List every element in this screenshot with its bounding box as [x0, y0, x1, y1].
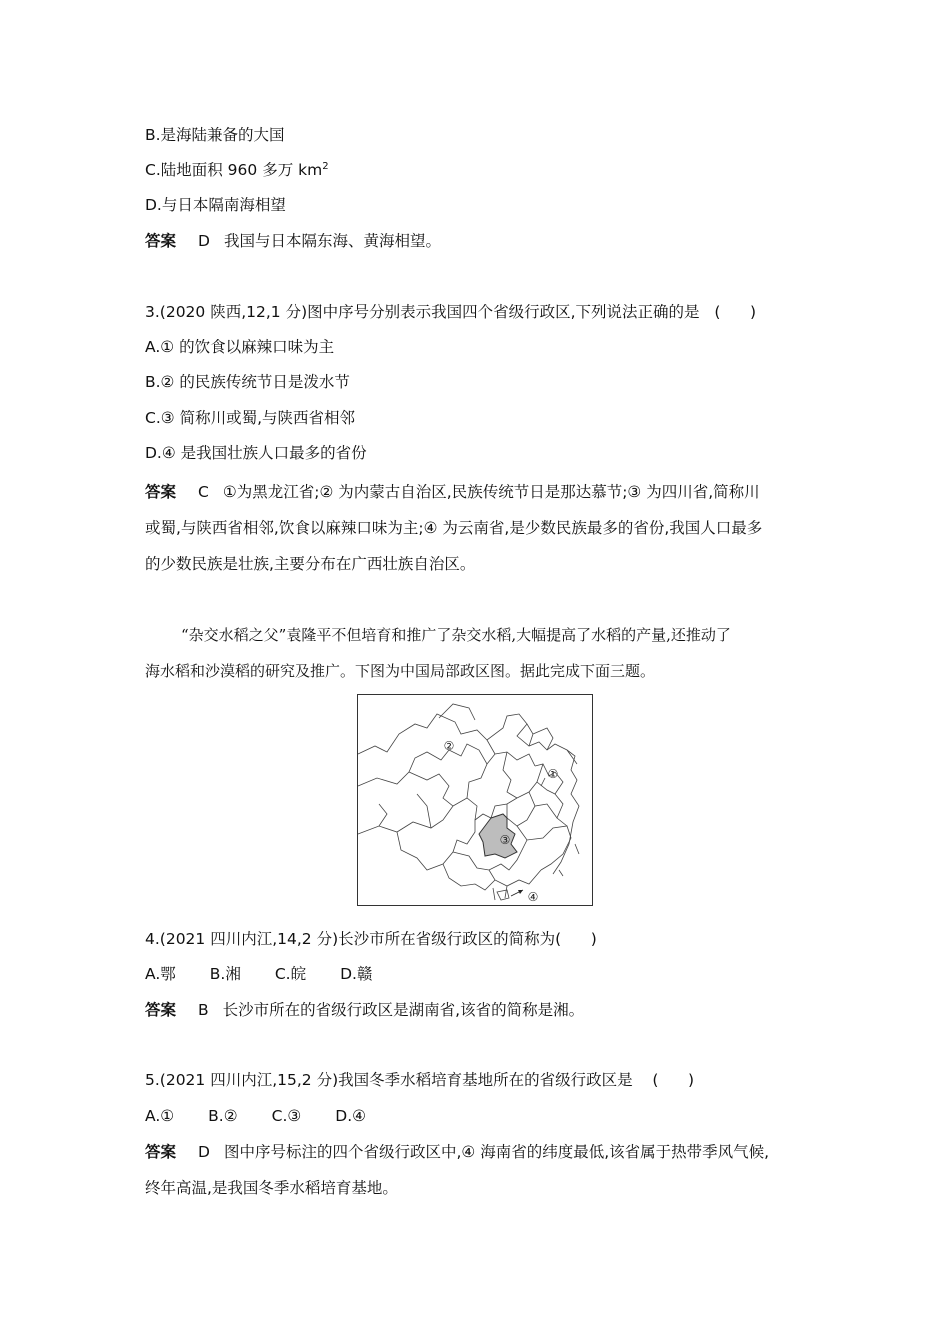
answer-text: ①为黑龙江省;② 为内蒙古自治区,民族传统节日是那达慕节;③ 为四川省,简称川 [222, 483, 760, 501]
answer-text: 我国与日本隔东海、黄海相望。 [223, 232, 441, 250]
q3-answer-line3: 的少数民族是壮族,主要分布在广西壮族自治区。 [145, 555, 476, 573]
map-label-1: ① [547, 767, 559, 781]
q4-options [145, 963, 406, 985]
q3-option-c: C.③ 简称川或蜀,与陕西省相邻 [145, 409, 356, 427]
answer-letter: D [198, 1143, 210, 1161]
answer-label: 答案 [145, 483, 177, 501]
q3-answer-line1 [145, 481, 760, 503]
intro-paragraph [145, 617, 825, 689]
q5-option-a: A.① [145, 1107, 175, 1125]
q3-option-d: D.④ 是我国壮族人口最多的省份 [145, 444, 367, 462]
q2-option-c-text: C.陆地面积 960 多万 km [145, 161, 323, 179]
q4-option-d: D.赣 [340, 965, 373, 983]
china-partial-political-map [357, 694, 593, 906]
q4-answer [145, 999, 584, 1021]
q3-option-a: A.① 的饮食以麻辣口味为主 [145, 338, 335, 356]
answer-label: 答案 [145, 1001, 177, 1019]
map-frame [358, 695, 593, 906]
q4-stem: 4.(2021 四川内江,14,2 分)长沙市所在省级行政区的简称为( ) [145, 930, 597, 948]
map-label-4: ④ [527, 890, 539, 904]
intro-line1: “杂交水稻之父”袁隆平不但培育和推广了杂交水稻,大幅提高了水稻的产量,还推动了 [181, 626, 731, 644]
answer-letter: D [198, 232, 210, 250]
q3-answer-line2: 或蜀,与陕西省相邻,饮食以麻辣口味为主;④ 为云南省,是少数民族最多的省份,我国人口最多 [145, 519, 763, 537]
q2-answer [145, 230, 441, 252]
q5-option-c: C.③ [271, 1107, 302, 1125]
q2-option-c-superscript: 2 [322, 160, 329, 172]
q2-option-b: B.是海陆兼备的大国 [145, 126, 285, 144]
answer-label: 答案 [145, 1143, 177, 1161]
q4-option-c: C.皖 [274, 965, 307, 983]
q5-options [145, 1105, 400, 1127]
map-label-2: ② [443, 739, 455, 753]
q5-answer-line2: 终年高温,是我国冬季水稻培育基地。 [145, 1179, 398, 1197]
answer-letter: C [198, 483, 209, 501]
q5-option-b: B.② [208, 1107, 238, 1125]
map-label-3: ③ [499, 833, 511, 847]
q3-option-b: B.② 的民族传统节日是泼水节 [145, 373, 350, 391]
q4-option-b: B.湘 [209, 965, 241, 983]
intro-line2: 海水稻和沙漠稻的研究及推广。下图为中国局部政区图。据此完成下面三题。 [145, 662, 656, 680]
q2-option-d: D.与日本隔南海相望 [145, 196, 286, 214]
q5-option-d: D.④ [335, 1107, 367, 1125]
answer-letter: B [198, 1001, 209, 1019]
q4-option-a: A.鄂 [145, 965, 176, 983]
answer-text: 图中序号标注的四个省级行政区中,④ 海南省的纬度最低,该省属于热带季风气候, [223, 1143, 770, 1161]
answer-label: 答案 [145, 232, 177, 250]
q5-answer-line1 [145, 1141, 769, 1163]
q2-option-c [145, 159, 329, 181]
q3-stem: 3.(2020 陕西,12,1 分)图中序号分别表示我国四个省级行政区,下列说法正确的是 ( ) [145, 303, 756, 321]
q5-stem: 5.(2021 四川内江,15,2 分)我国冬季水稻培育基地所在的省级行政区是 ( ) [145, 1071, 694, 1089]
answer-text: 长沙市所在的省级行政区是湖南省,该省的简称是湘。 [222, 1001, 585, 1019]
